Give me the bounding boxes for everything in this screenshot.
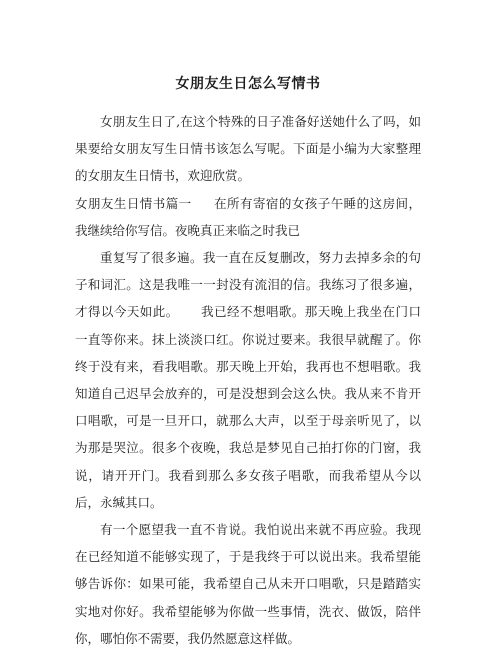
body-paragraph-2: 有一个愿望我一直不肯说。我怕说出来就不再应验。我现在已经知道不能够实现了，于是我终于可以说出来。我希望能够告诉你：如果可能，我希望自己从未开口唱歌，只是踏踏实实地对你好。我希望能够为你做一些事情，洗衣、做饭，陪伴你，哪怕你不需要，我仍然愿意这样做。: [75, 522, 421, 646]
article-body: [75, 108, 421, 652]
section-heading-text: 在所有寄宿的女孩子午睡的这房间，我继续给你写信。夜晚真正来临之时我已: [75, 195, 421, 238]
intro-paragraph: 女朋友生日了,在这个特殊的日子准备好送她什么了吗，如果要给女朋友写生日情书该怎么写呢。下面是小编为大家整理的女朋友生日情书，欢迎欣赏。: [75, 114, 421, 184]
page-title: 女朋友生日怎么写情书: [175, 76, 321, 92]
body-paragraph-1: [75, 244, 421, 516]
section-heading-label: 女朋友生日情书篇一: [75, 195, 192, 211]
body-paragraph-1-part-1: 重复写了很多遍。我一直在反复删改，努力去掉多余的句子和词汇。这是我唯一一封没有流泪的信。我练习了很多遍，才得以今天如此。: [75, 250, 421, 320]
section-heading-paragraph: [75, 190, 421, 244]
body-paragraph-1-part-2: 我已经不想唱歌。那天晚上我坐在门口一直等你来。抹上淡淡口红。你说过要来。我很早就醒了。你终于没有来，看我唱歌。那天晚上开始，我再也不想唱歌。我知道自己迟早会放弃的，可是没想到会这么快。我从来不肯开口唱歌，可是一旦开口，就那么大声，以至于母亲听见了，以为那是哭泣。很多个夜晚，我总是梦见自己拍打你的门窗，我说，请开开门。我看到那么多女孩子唱歌，而我希望从今以后，永缄其口。: [75, 304, 421, 510]
